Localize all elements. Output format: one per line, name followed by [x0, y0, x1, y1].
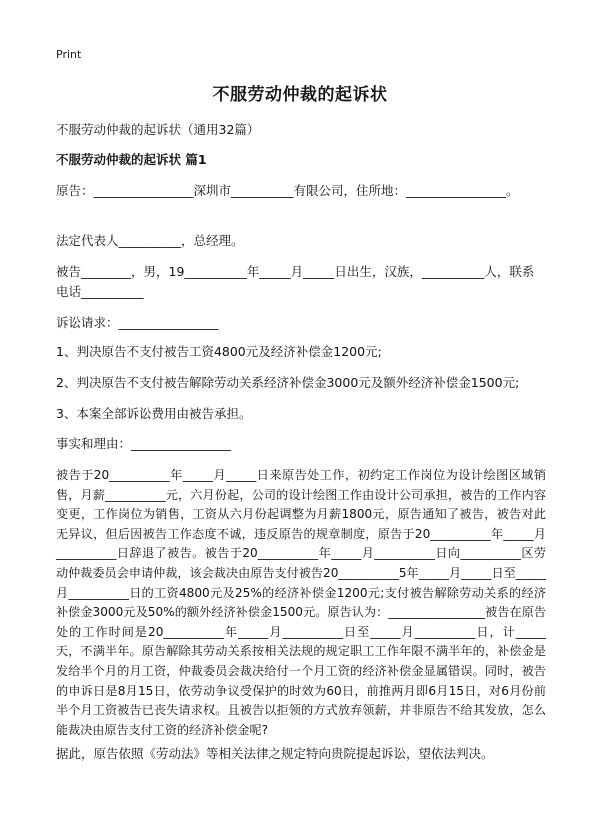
legal-rep-paragraph: 法定代表人__________，总经理。: [56, 233, 244, 248]
page-title: 不服劳动仲裁的起诉状: [212, 85, 388, 105]
claim-item-2: 2、判决原告不支付被告解除劳动关系经济补偿金3000元及额外经济补偿金1500元;: [56, 375, 520, 390]
document-subtitle: 不服劳动仲裁的起诉状（通用32篇）: [56, 122, 260, 137]
facts-heading: 事实和理由：________________: [56, 436, 232, 451]
section-heading: 不服劳动仲裁的起诉状 篇1: [56, 152, 207, 167]
claims-heading: 诉讼请求：________________: [56, 315, 219, 330]
plaintiff-paragraph: 原告：________________深圳市__________有限公司，住所地：________________。: [56, 183, 519, 198]
conclusion-paragraph: 据此，原告依照《劳动法》等相关法律之规定特向贵院提起诉讼，望依法判决。: [56, 746, 494, 761]
claim-item-1: 1、判决原告不支付被告工资4800元及经济补偿金1200元;: [56, 344, 382, 359]
facts-body: 被告于20__________年_____月_____日来原告处工作，初约定工作岗位为设计绘图区域销售，月薪__________元，六月份起，公司的设计绘图工作由设计公司承担，被告的工作内容变更，工作岗位为销售，工资从六月份起调整为月薪1800元，原告通知了被告，被告对此无异议，但后因被告工作态度不诚，违反原告的规章制度，原告于20__________年_____月__________日辞退了被告。被告于20__________年_____月__________日向__________区劳动仲裁委员会申请仲裁，该会裁决由原告支付被告20__________5年_____月_____日至_____月__________日的工资4800元及25%的经济补偿金1200元;支付被告解除劳动关系的经济补偿金3000元及50%的额外经济补偿金1500元。原告认为：________________被告在原告处的工作时间是20__________年_____月__________日至_____月__________日，计_____天，不满半年。原告解除其劳动关系按相关法规的规定职工工作年限不满半年的，补偿金是发给半个月的月工资，仲裁委员会裁决给付一个月工资的经济补偿金显属错误。同时，被告的申诉日是8月15日，依劳动争议受保护的时效为60日，前推两月即6月15日，对6月份前半个月工资被告已丧失请求权。且被告以拒领的方式放弃领薪，并非原告不给其发放，怎么能裁决由原告支付工资的经济补偿金呢?: [56, 468, 546, 737]
claim-item-3: 3、本案全部诉讼费用由被告承担。: [56, 406, 252, 421]
print-link[interactable]: Print: [56, 48, 82, 61]
defendant-paragraph: 被告________，男，19__________年_____月_____日出生，汉族，__________人，联系电话__________: [56, 264, 535, 299]
